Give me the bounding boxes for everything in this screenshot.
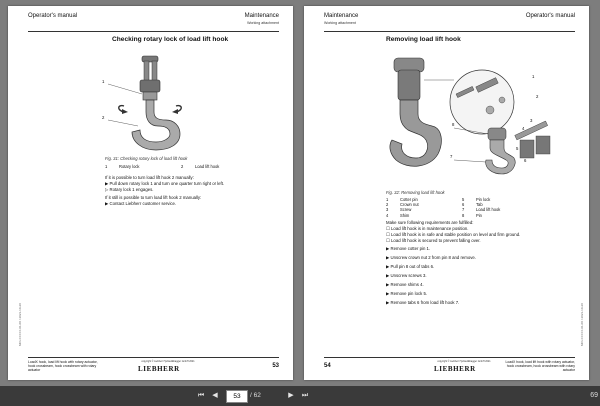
legend-text: Shim (400, 212, 410, 218)
fig-label-1: 1 (532, 74, 535, 79)
zoom-level[interactable]: 69 (590, 392, 598, 399)
figure-caption: Fig. 32: Removing load lift hook (386, 190, 445, 195)
figure-legend (105, 164, 257, 169)
header-sub: Working attachment (247, 21, 279, 25)
legend-num: 1 (386, 197, 389, 202)
fig-label-2: 2 (102, 115, 105, 120)
fig-label-8: 8 (452, 122, 455, 127)
step-5: ▶ Remove shims 4. (386, 282, 424, 287)
legend-num: 3 (386, 207, 389, 213)
step-7: ▶ Remove tabs 6 from load lift hook 7. (386, 300, 460, 305)
legend-num: 6 (462, 202, 465, 208)
legend-num: 8 (462, 212, 465, 218)
liebherr-logo: LIEBHERR (138, 365, 180, 373)
side-text: MCLXXXXX-01-00 / 2021-10-20 (580, 303, 584, 346)
legend-text: Load lift hook (476, 207, 501, 213)
page-number-input[interactable]: 53 (226, 390, 248, 403)
step-2: ▶ Pull down rotary lock 1 and turn one quarter turn right or left. (105, 181, 225, 186)
footer-copyright: copyright © Liebherr Hydraulikbagger GmbH 2021 (437, 360, 491, 363)
exploded-hook-figure (384, 50, 564, 186)
header-sub: Working attachment (324, 21, 356, 25)
legend-text: Tab (476, 202, 483, 208)
fig-label-1: 1 (102, 79, 105, 84)
legend-num: 7 (462, 207, 465, 213)
first-page-button[interactable]: ⏮ (197, 392, 205, 399)
fig-label-6: 6 (524, 158, 527, 163)
legend-num: 5 (462, 197, 465, 202)
legend-text: Rotary lock (119, 164, 140, 169)
step-4: ▶ Unscrew screws 3. (386, 273, 427, 278)
figure-legend (386, 197, 538, 218)
section-title: Removing load lift hook (386, 36, 461, 43)
footer-doc: LoadX hook, load lift hook with rotary actuator, hook crossbeam, hook crossbeam with rotary actuator (505, 360, 575, 372)
step-5: ▶ Contact Liebherr customer service. (105, 201, 177, 206)
step-3: ▶ Pull pin 8 out of tabs 6. (386, 264, 435, 269)
step-6: ▶ Remove pin lock 5. (386, 291, 428, 296)
step-3: ▷ Rotary lock 1 engages. (105, 187, 154, 192)
fig-label-5: 5 (516, 146, 519, 151)
header-right: Operator's manual (525, 13, 575, 19)
legend-num: 2 (181, 164, 184, 169)
header-right: Maintenance (244, 13, 279, 19)
fig-label-4: 4 (522, 126, 525, 131)
fig-label-3: 3 (530, 118, 533, 123)
right-page (304, 6, 589, 380)
legend-text: Crown nut (400, 202, 419, 208)
page-count: / 62 (250, 392, 261, 399)
fig-label-7: 7 (450, 154, 453, 159)
header-left: Maintenance (324, 13, 359, 19)
requirement-intro: Make sure following requirements are fulfilled: (386, 220, 474, 225)
requirement-1: ☐ Load lift hook is in maintenance position. (386, 226, 469, 231)
step-1: If it is possible to turn load lift hook 2 manually: (105, 175, 194, 180)
left-page (8, 6, 293, 380)
header-left: Operator's manual (28, 13, 78, 19)
side-text: MCLXXXXX-01-00 / 2021-10-20 (18, 303, 22, 346)
step-2: ▶ Unscrew crown nut 2 from pin 8 and remove. (386, 255, 476, 260)
page-header (28, 13, 279, 32)
figure-caption: Fig. 31: Checking rotary lock of load lift hook (105, 156, 188, 161)
prev-page-button[interactable]: ◀ (212, 392, 218, 399)
page-footer (324, 357, 575, 374)
requirement-2: ☐ Load lift hook is in safe and stable position on level and firm ground. (386, 232, 521, 237)
page-footer (28, 357, 279, 374)
last-page-button[interactable]: ⏭ (301, 392, 309, 399)
requirement-3: ☐ Load lift hook is secured to prevent falling over. (386, 238, 481, 243)
page-number: 53 (272, 363, 279, 369)
footer-doc: LoadX hook, load lift hook with rotary actuator, hook crossbeam, hook crossbeam with rotary actuator (28, 360, 98, 372)
legend-text: Pin (476, 212, 482, 218)
legend-text: Load lift hook (195, 164, 220, 169)
liebherr-logo: LIEBHERR (434, 365, 476, 373)
legend-num: 2 (386, 202, 389, 208)
footer-copyright: copyright © Liebherr Hydraulikbagger GmbH 2021 (141, 360, 195, 363)
step-4: If it still is possible to turn load lift hook 2 manually: (105, 195, 202, 200)
legend-row (105, 164, 257, 169)
legend-text: Pin lock (476, 197, 491, 202)
legend-num: 1 (105, 164, 108, 169)
page-header (324, 13, 575, 32)
fig-label-2: 2 (536, 94, 539, 99)
legend-num: 4 (386, 212, 389, 218)
next-page-button[interactable]: ▶ (288, 392, 294, 399)
legend-row (386, 213, 538, 218)
section-title: Checking rotary lock of load lift hook (112, 36, 229, 43)
page-number: 54 (324, 363, 331, 369)
step-1: ▶ Remove cotter pin 1. (386, 246, 431, 251)
viewer-toolbar (0, 386, 600, 406)
legend-text: Cotter pin (400, 197, 418, 202)
hook-figure (94, 54, 204, 154)
legend-text: Screw (400, 207, 412, 213)
